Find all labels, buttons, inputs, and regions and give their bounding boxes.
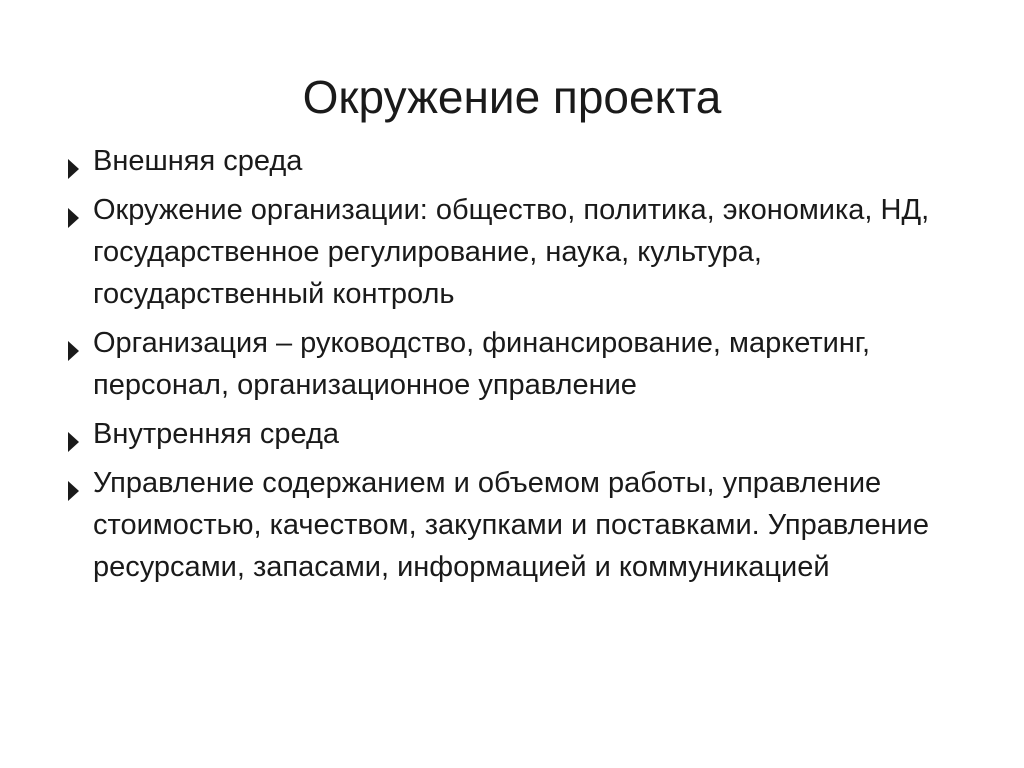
bullet-item-internal-environment — [66, 413, 966, 455]
bullet-item-management-areas — [66, 462, 966, 588]
triangle-right-icon — [66, 332, 82, 354]
bullet-text: Внешняя среда — [93, 145, 303, 177]
bullet-item-organization-environment — [66, 189, 966, 315]
bullet-text: Внутренняя среда — [93, 418, 340, 450]
slide-title: Окружение проекта — [302, 71, 722, 123]
triangle-right-icon — [66, 150, 82, 172]
bullet-text: Организация – руководство, финансирование, маркетинг, персонал, организационное управление — [93, 327, 870, 401]
bullet-text: Управление содержанием и объемом работы, управление стоимостью, качеством, закупками и поставками. Управление ресурсами, запасами, информацией и коммуникацией — [93, 467, 929, 583]
bullet-list — [66, 140, 966, 595]
bullet-item-organization — [66, 322, 966, 406]
triangle-right-icon — [66, 423, 82, 445]
triangle-right-icon — [66, 472, 82, 494]
triangle-right-icon — [66, 199, 82, 221]
bullet-text: Окружение организации: общество, политика, экономика, НД, государственное регулирование, наука, культура, государственный контроль — [93, 194, 930, 310]
bullet-item-external-environment — [66, 140, 966, 182]
